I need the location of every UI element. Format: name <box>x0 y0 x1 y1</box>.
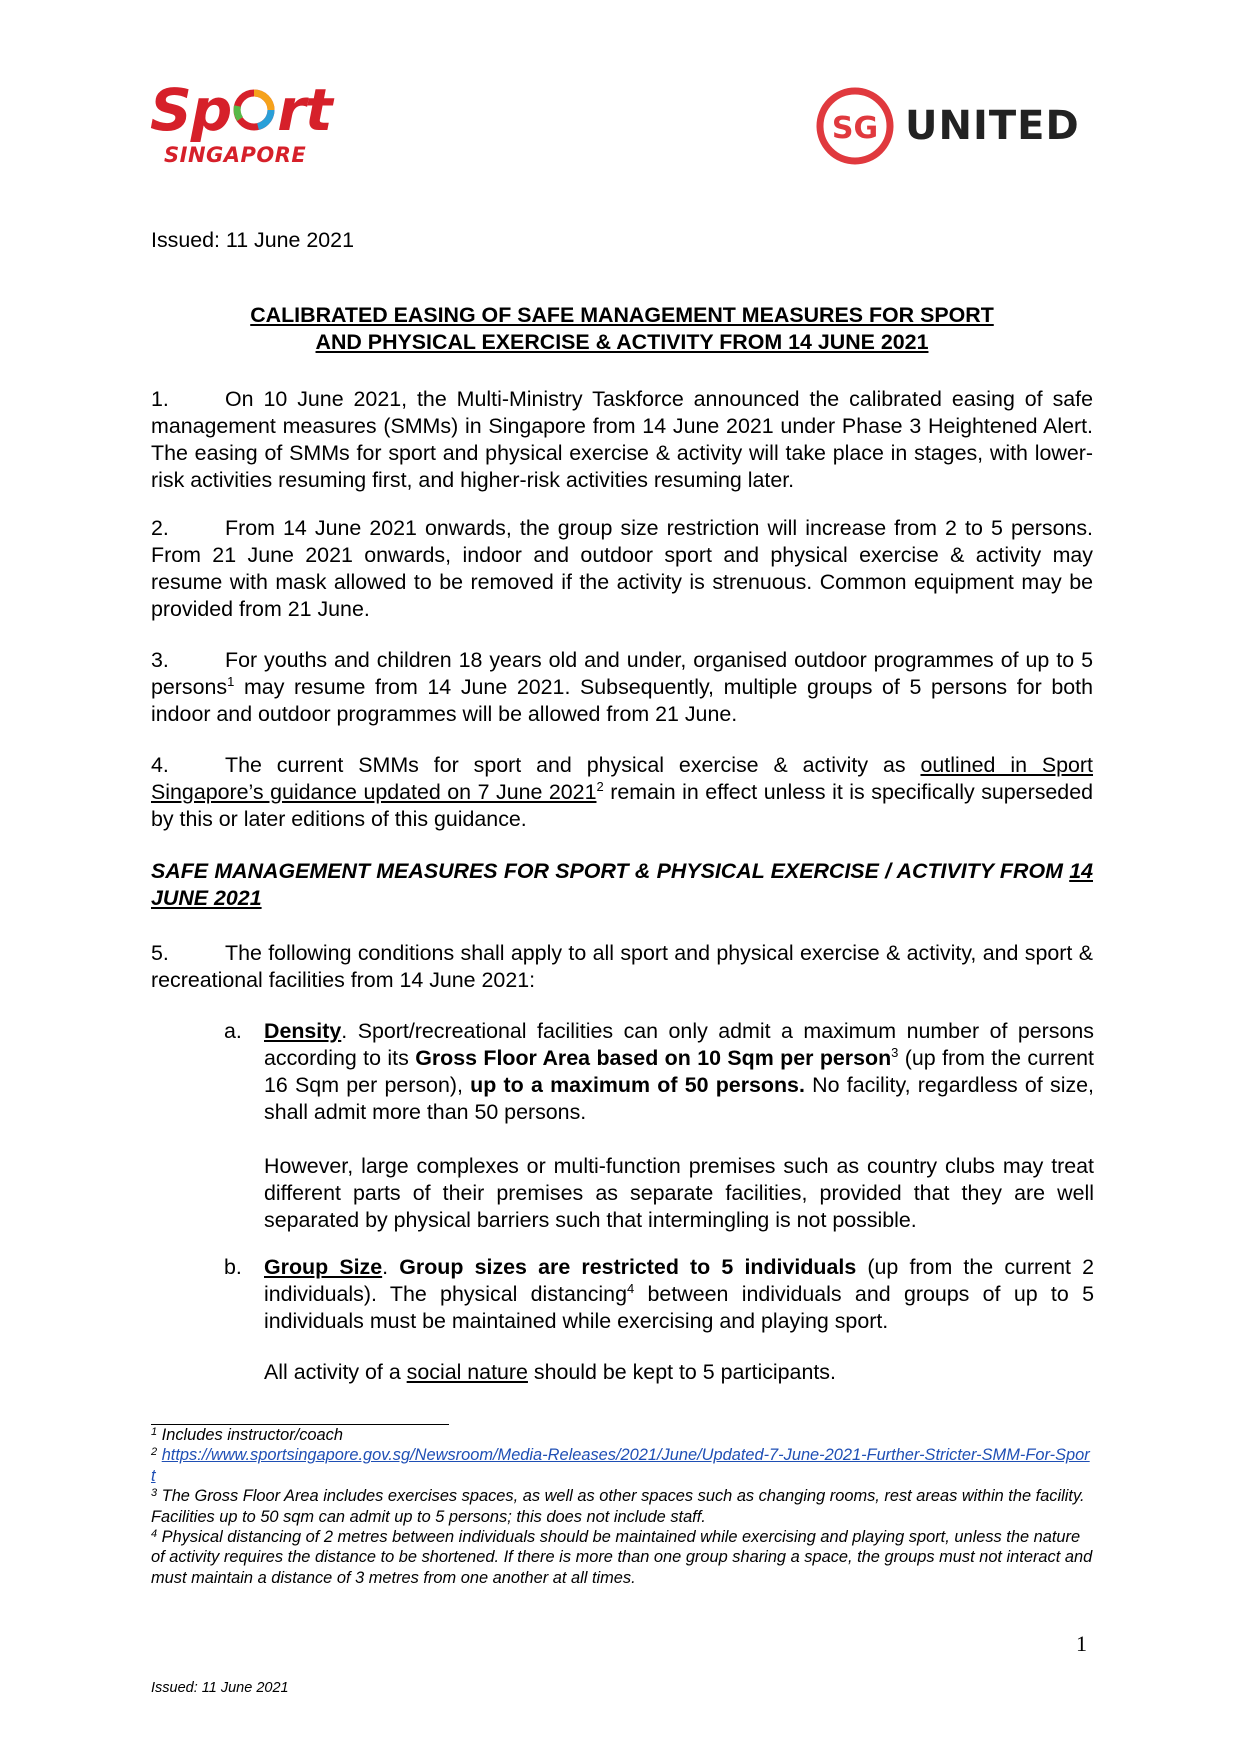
item-label: b. <box>224 1255 242 1279</box>
sg-united-logo <box>815 86 1085 166</box>
paragraph-3 <box>151 647 1093 728</box>
sport-o-ring-icon <box>232 88 276 132</box>
paragraph-text: On 10 June 2021, the Multi-Ministry Taskforce announced the calibrated easing of safe management measures (SMMs) in Singapore from 14 June 2021 under Phase 3 Heightened Alert. The easing of SMMs for sport and physical exercise & activity will take place in stages, with lower-risk activities resuming first, and higher-risk activities resuming later. <box>151 387 1093 492</box>
sg-circle-icon <box>815 86 895 166</box>
item-bold-text: up to a maximum of 50 persons. <box>470 1073 805 1097</box>
density-note: However, large complexes or multi-function premises such as country clubs may treat different parts of their premises as separate facilities, provided that they are well separated by physical barriers such that intermingling is not possible. <box>264 1154 1094 1232</box>
item-group-size <box>224 1254 1094 1386</box>
footnote-marker: 1 <box>151 1426 158 1438</box>
footnote-ref-2[interactable]: 2 <box>596 779 604 794</box>
title-line-2: AND PHYSICAL EXERCISE & ACTIVITY FROM 14 JUNE 2021 <box>315 330 929 354</box>
paragraph-number: 3. <box>151 648 169 672</box>
sport-singapore-logo <box>150 76 340 172</box>
section-heading <box>151 858 1093 912</box>
logo-sport-left: Sp <box>150 76 232 144</box>
paragraph-text: The following conditions shall apply to all sport and physical exercise & activity, and sport & recreational facilities from 14 June 2021: <box>151 941 1093 992</box>
footer-issued-date: Issued: 11 June 2021 <box>151 1680 289 1696</box>
paragraph-number: 1. <box>151 387 169 411</box>
document-title <box>151 302 1093 356</box>
note-text: All activity of a <box>264 1360 407 1384</box>
footnote-marker: 4 <box>151 1528 158 1541</box>
item-density-body <box>264 1018 1094 1234</box>
item-text: . Sport/recreational facilities can only admit a maximum number of persons according to its <box>264 1019 1094 1070</box>
footnote-3 <box>151 1486 1093 1527</box>
footnote-marker: 3 <box>151 1487 158 1500</box>
item-bold-text: Gross Floor Area based on 10 Sqm per person <box>415 1046 892 1070</box>
footnote-2 <box>151 1445 1093 1486</box>
footnotes <box>151 1425 1093 1588</box>
footnote-ref-4[interactable]: 4 <box>626 1281 635 1296</box>
footnote-text: The Gross Floor Area includes exercises spaces, as well as other spaces such as changing rooms, rest areas within the facility. Facilities up to 50 sqm can admit up to 5 persons; this does not include staff. <box>151 1487 1085 1526</box>
paragraph-text: For youths and children 18 years old and under, organised outdoor programmes of up to 5 persons <box>151 648 1093 699</box>
footnote-marker: 2 <box>151 1446 158 1459</box>
note-underlined: social nature <box>406 1360 528 1384</box>
paragraph-text: The current SMMs for sport and physical exercise & activity as <box>225 753 921 777</box>
footnote-1 <box>151 1425 1093 1445</box>
item-text: (up from the current 2 individuals). The physical distancing <box>264 1255 1094 1306</box>
social-nature-note <box>264 1359 1094 1386</box>
paragraph-text-cont: may resume from 14 June 2021. Subsequently, multiple groups of 5 persons for both indoor and outdoor programmes will be allowed from 21 June. <box>151 675 1093 726</box>
svg-text:SG: SG <box>831 111 879 146</box>
paragraph-text-cont: remain in effect unless it is specifically superseded by this or later editions of this guidance. <box>151 780 1093 831</box>
logo-sport-right: rt <box>277 76 332 144</box>
note-text-cont: should be kept to 5 participants. <box>527 1360 836 1384</box>
paragraph-1 <box>151 386 1093 494</box>
item-text: . <box>382 1255 400 1279</box>
title-line-1: CALIBRATED EASING OF SAFE MANAGEMENT MEASURES FOR SPORT <box>250 303 994 327</box>
footnote-url-link[interactable]: https://www.sportsingapore.gov.sg/Newsroom/Media-Releases/2021/June/Updated-7-June-2021-Further-Stricter-SMM-For-Sport <box>151 1446 1090 1485</box>
paragraph-number: 4. <box>151 753 169 777</box>
item-text: (up from the current 16 Sqm per person), <box>264 1046 1094 1097</box>
item-label: a. <box>224 1019 242 1043</box>
group-size-heading: Group Size <box>264 1255 383 1279</box>
issued-date: Issued: 11 June 2021 <box>151 228 354 252</box>
logo-singapore-text: SINGAPORE <box>164 143 307 167</box>
item-text: between individuals and groups of up to 5 individuals must be maintained while exercising and playing sport. <box>264 1282 1094 1333</box>
item-bold-text: Group sizes are restricted to 5 individuals <box>399 1255 857 1279</box>
page-number: 1 <box>1076 1631 1087 1656</box>
paragraph-2 <box>151 515 1093 623</box>
item-text: No facility, regardless of size, shall admit more than 50 persons. <box>264 1073 1094 1124</box>
section-heading-text: SAFE MANAGEMENT MEASURES FOR SPORT & PHYSICAL EXERCISE / ACTIVITY FROM <box>151 859 1070 883</box>
paragraph-number: 2. <box>151 516 169 540</box>
paragraph-4 <box>151 752 1093 833</box>
guidance-link[interactable]: outlined in Sport Singapore’s guidance updated on 7 June 2021 <box>151 753 1094 804</box>
footnote-text: Includes instructor/coach <box>157 1426 343 1444</box>
section-heading-date: 14 JUNE 2021 <box>151 859 1093 910</box>
paragraph-number: 5. <box>151 941 169 965</box>
paragraph-5 <box>151 940 1093 994</box>
footnote-ref-1[interactable]: 1 <box>227 674 235 689</box>
footnote-text: Physical distancing of 2 metres between individuals should be maintained while exercising and playing sport, unless the nature of activity requires the distance to be shortened. If there is more than one group sharing a space, the groups must not interact and must maintain a distance of 3 metres from one another at all times. <box>151 1528 1093 1587</box>
footnote-4 <box>151 1527 1093 1588</box>
density-heading: Density <box>264 1019 342 1043</box>
footnote-ref-3[interactable]: 3 <box>891 1045 899 1060</box>
item-density <box>224 1018 1094 1234</box>
item-group-size-body <box>264 1254 1094 1386</box>
logo-united-text: UNITED <box>905 102 1080 149</box>
paragraph-text: From 14 June 2021 onwards, the group size restriction will increase from 2 to 5 persons. From 21 June 2021 onwards, indoor and outdoor sport and physical exercise & activity may resume with mask allowed to be removed if the activity is strenuous. Common equipment may be provided from 21 June. <box>151 516 1093 621</box>
